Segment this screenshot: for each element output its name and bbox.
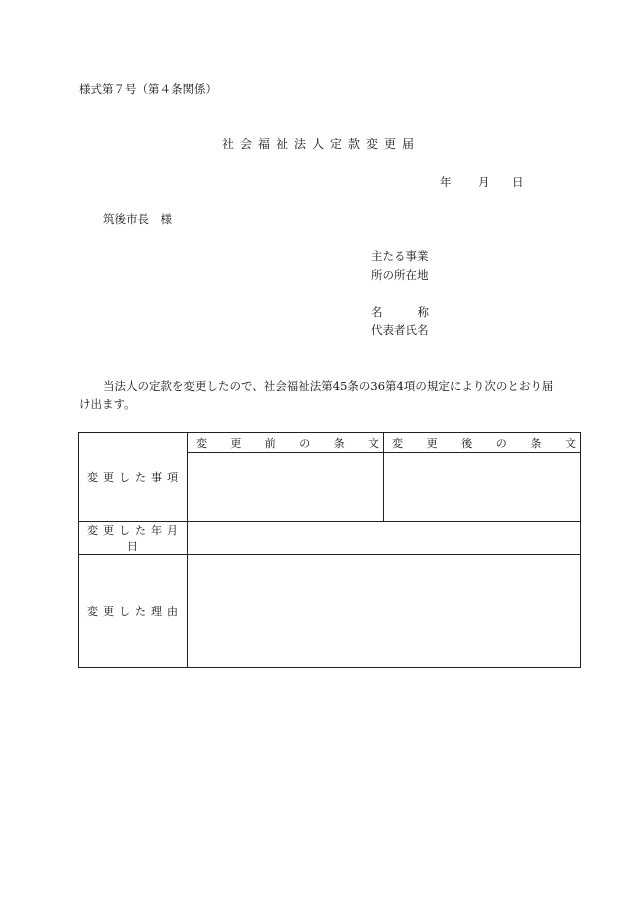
change-details-table: [78, 432, 581, 668]
change-reason-row: [79, 555, 581, 668]
corporation-name-label: [371, 304, 429, 320]
changed-items-label: 変更した事項: [79, 433, 188, 522]
office-address-label-line1: 主たる事業: [371, 249, 429, 263]
office-address-label-line2: 所の所在地: [371, 268, 429, 282]
change-date-label: 変更した年月日: [79, 522, 188, 555]
after-article-field[interactable]: [384, 453, 581, 522]
representative-name-label: 代表者氏名: [371, 323, 429, 337]
document-title: 社会福祉法人定款変更届: [221, 137, 420, 151]
change-date-row: [79, 522, 581, 555]
date-month-label: 月: [478, 175, 490, 189]
date-day-label: 日: [512, 175, 524, 189]
before-article-header: 変更前の条文: [188, 433, 384, 453]
addressee: 筑後市長 様: [103, 212, 172, 226]
change-reason-label: 変更した理由: [79, 555, 188, 668]
change-date-field[interactable]: [188, 522, 581, 555]
changed-items-header-row: [79, 433, 581, 453]
corporation-name-label-text: 名 称: [371, 305, 429, 319]
notification-statement: 当法人の定款を変更したので、社会福祉法第45条の36第4項の規定により次のとおり届け出ます。: [79, 379, 554, 411]
change-reason-field[interactable]: [188, 555, 581, 668]
before-article-field[interactable]: [188, 453, 384, 522]
date-year-label: 年: [440, 175, 452, 189]
after-article-header: 変更後の条文: [384, 433, 581, 453]
form-number: 様式第７号（第４条関係）: [79, 82, 217, 96]
